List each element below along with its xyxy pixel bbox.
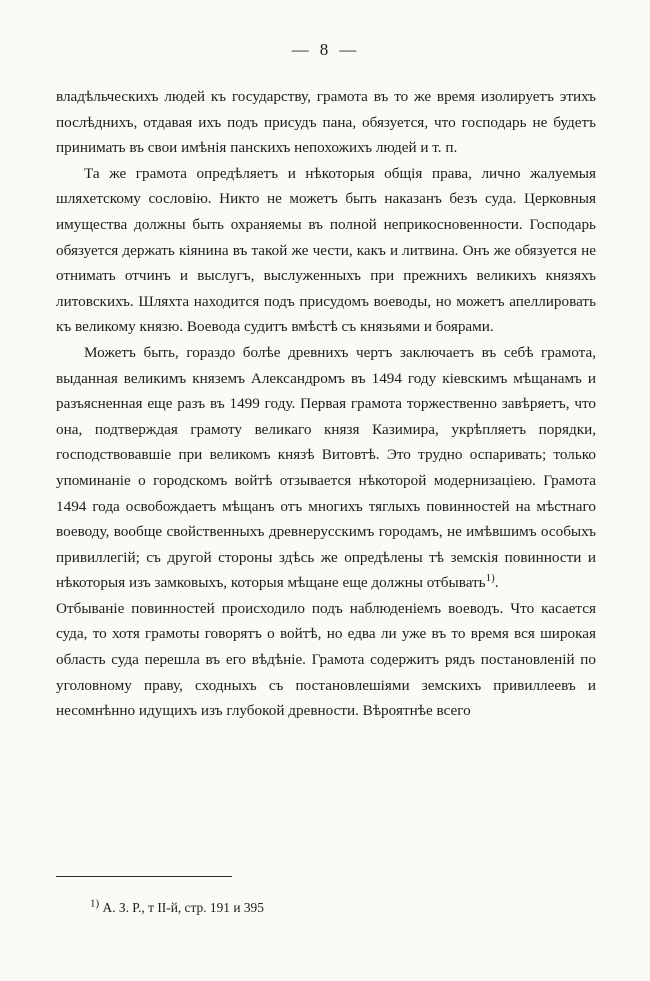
paragraph-2: Та же грамота опредѣляетъ и нѣкоторыя общія права, лично жалуемыя шляхетскому сословію. Никто не можетъ быть наказанъ безъ суда. Церковныя имущества должны быть охраняемы въ полной неприкосновенности. Господарь обязуется держать кіянина въ такой же чести, какъ и литвина. Онъ же обязуется не отнимать отчинъ и выслугъ, выслуженныхъ при прежнихъ великихъ князяхъ литовскихъ. Шляхта находится подъ присудомъ воеводы, но можетъ апеллировать къ великому князю. Воевода судитъ вмѣстѣ съ князьями и боярами. [56,164,596,336]
paragraph-3-text: Можетъ быть, гораздо болѣе древнихъ чертъ заключаетъ въ себѣ грамота, выданная великимъ княземъ Александромъ въ 1494 году кіевскимъ мѣщанамъ и разъясненная еще разъ въ 1499 году. Первая грамота торжественно завѣряетъ, что она, подтверждая грамоту великаго князя Казимира, укрѣпляетъ порядки, господствовавшіе при великомъ князѣ Витовтѣ. Это трудно оспаривать; только упоминаніе о городскомъ войтѣ отзывается нѣкоторой модернизаціею. Грамота 1494 года освобождаетъ мѣщанъ отъ многихъ тяглыхъ повинностей на мѣстнаго воеводу, вообще свойственныхъ древнерусскимъ городамъ, не имѣвшимъ особыхъ привиллегій; съ другой стороны здѣсь же опредѣлены тѣ земскія повинности и нѣкоторыя изъ замковыхъ, которыя мѣщане еще должны отбывать [56,343,596,592]
footnote-reference-marker: 1) [485,572,495,585]
paragraph-3-continued: Отбываніе повинностей происходило подъ наблюденіемъ воеводъ. Что касается суда, то хотя грамоты говорятъ о войтѣ, но едва ли уже въ то время вся широкая область суда перешла въ его вѣдѣніе. Грамота содержитъ рядъ постановленій по уголовному праву, сходныхъ съ постановлешіями земскихъ привиллеевъ и несомнѣнно идущихъ изъ глубокой древности. Вѣроятнѣе всего [56,599,596,720]
footnote-marker: 1) [90,897,100,910]
page-number-dash-left: — [291,40,311,59]
body-text-block [56,84,596,724]
page-number-value: 8 [319,40,331,59]
page-number-dash-right: — [339,40,359,59]
page-number [0,40,650,60]
paragraph-3: Можетъ быть, гораздо болѣе древнихъ чертъ заключаетъ въ себѣ грамота, выданная великимъ княземъ Александромъ въ 1494 году кіевскимъ мѣщанамъ и разъясненная еще разъ въ 1499 году. Первая грамота торжественно завѣряетъ, что она, подтверждая грамоту великаго князя Казимира, укрѣпляетъ порядки, господствовавшіе при великомъ князѣ Витовтѣ. Это трудно оспаривать; только упоминаніе о городскомъ войтѣ отзывается нѣкоторой модернизаціею. Грамота 1494 года освобождаетъ мѣщанъ отъ многихъ тяглыхъ повинностей на мѣстнаго воеводу, вообще свойственныхъ древнерусскимъ городамъ, не имѣвшимъ особыхъ привиллегій; съ другой стороны здѣсь же опредѣлены тѣ земскія повинности и нѣкоторыя изъ замковыхъ, которыя мѣщане еще должны отбывать$^{1)}$. [56,343,596,592]
footnote [56,898,596,918]
footnote-text: А. З. Р., т ІІ-й, стр. 191 и 395 [102,900,264,915]
footnote-separator-rule [56,876,232,877]
paragraph-1: владѣльческихъ людей къ государству, грамота въ то же время изолируетъ этихъ послѣднихъ, отдавая ихъ подъ присудъ пана, обязуется, что господарь не будетъ принимать въ свои имѣнія панскихъ непохожихъ людей и т. п. [56,88,596,157]
